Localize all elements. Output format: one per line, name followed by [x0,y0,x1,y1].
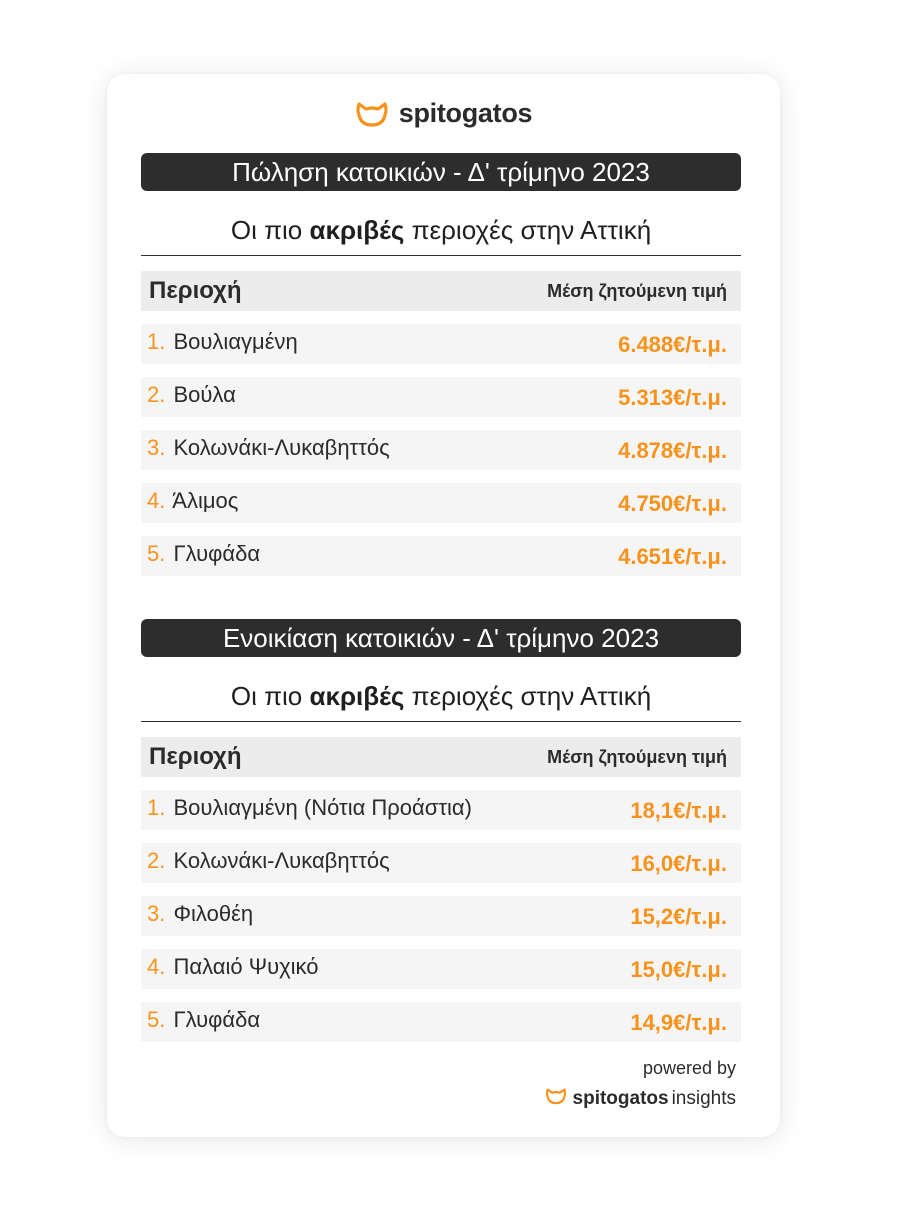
section-banner: Πώληση κατοικιών - Δ' τρίμηνο 2023 [141,153,741,191]
rank-number: 5. [147,541,166,566]
subtitle-text: περιοχές στην Αττική [404,681,652,711]
table-row [141,324,741,364]
brand-name: spitogatos [398,98,533,128]
area-name [147,435,390,461]
area-name [147,848,390,874]
rank-number: 5. [147,1007,166,1032]
area-label: Γλυφάδα [173,541,261,566]
footer-attribution [545,1058,736,1110]
table-row [141,949,741,989]
area-name [147,329,298,355]
table-row [141,377,741,417]
rank-number: 4. [147,954,166,979]
column-header-area: Περιοχή [149,743,242,770]
table-row [141,896,741,936]
rank-number: 2. [147,382,166,407]
section-subtitle [141,215,741,256]
price-value: 18,1€/τ.μ. [630,798,727,823]
price-value: 4.750€/τ.μ. [618,491,727,516]
area-name [147,954,319,980]
price-value: 16,0€/τ.μ. [630,851,727,876]
price-value: 14,9€/τ.μ. [630,1010,727,1035]
area-name [147,541,260,567]
rentals-section [141,619,741,1042]
rank-number: 3. [147,435,166,460]
area-label: Παλαιό Ψυχικό [173,954,319,979]
area-name [147,795,472,821]
price-value: 5.313€/τ.μ. [618,385,727,410]
subtitle-emphasis: ακριβές [309,215,405,245]
area-name [147,382,236,408]
rank-number: 2. [147,848,166,873]
area-label: Άλιμος [172,488,239,513]
cat-logo-icon [545,1087,567,1110]
price-value: 4.878€/τ.μ. [618,438,727,463]
price-value: 15,2€/τ.μ. [630,904,727,929]
column-header-price: Μέση ζητούμενη τιμή [547,746,727,767]
cat-logo-icon [355,100,389,128]
rank-number: 3. [147,901,166,926]
price-value: 15,0€/τ.μ. [630,957,727,982]
footer-brand-name: spitogatos [572,1087,669,1109]
section-banner: Ενοικίαση κατοικιών - Δ' τρίμηνο 2023 [141,619,741,657]
section-subtitle [141,681,741,722]
area-name [147,488,238,514]
footer-brand-suffix: insights [671,1087,736,1109]
price-value: 4.651€/τ.μ. [618,544,727,569]
subtitle-text: περιοχές στην Αττική [404,215,652,245]
area-label: Γλυφάδα [173,1007,261,1032]
sales-section [141,153,741,576]
area-label: Βούλα [173,382,236,407]
subtitle-text: Οι πιο [230,215,310,245]
area-label: Φιλοθέη [173,901,254,926]
table-row [141,483,741,523]
subtitle-emphasis: ακριβές [309,681,405,711]
area-label: Βουλιαγμένη [173,329,298,354]
table-row [141,1002,741,1042]
table-header [141,271,741,311]
column-header-area: Περιοχή [149,277,242,304]
rank-number: 1. [147,795,166,820]
area-name [147,1007,260,1033]
table-row [141,843,741,883]
powered-by-text: powered by [642,1058,736,1078]
rank-number: 4. [147,488,166,513]
brand-logo [107,98,780,129]
area-name [147,901,253,927]
infographic-card [107,74,780,1137]
subtitle-text: Οι πιο [230,681,310,711]
rank-number: 1. [147,329,166,354]
area-label: Βουλιαγμένη (Νότια Προάστια) [173,795,472,820]
column-header-price: Μέση ζητούμενη τιμή [547,280,727,301]
table-row [141,790,741,830]
table-row [141,536,741,576]
table-row [141,430,741,470]
area-label: Κολωνάκι-Λυκαβηττός [173,848,390,873]
area-label: Κολωνάκι-Λυκαβηττός [173,435,390,460]
price-value: 6.488€/τ.μ. [618,332,727,357]
table-header [141,737,741,777]
insights-logo [545,1087,736,1110]
